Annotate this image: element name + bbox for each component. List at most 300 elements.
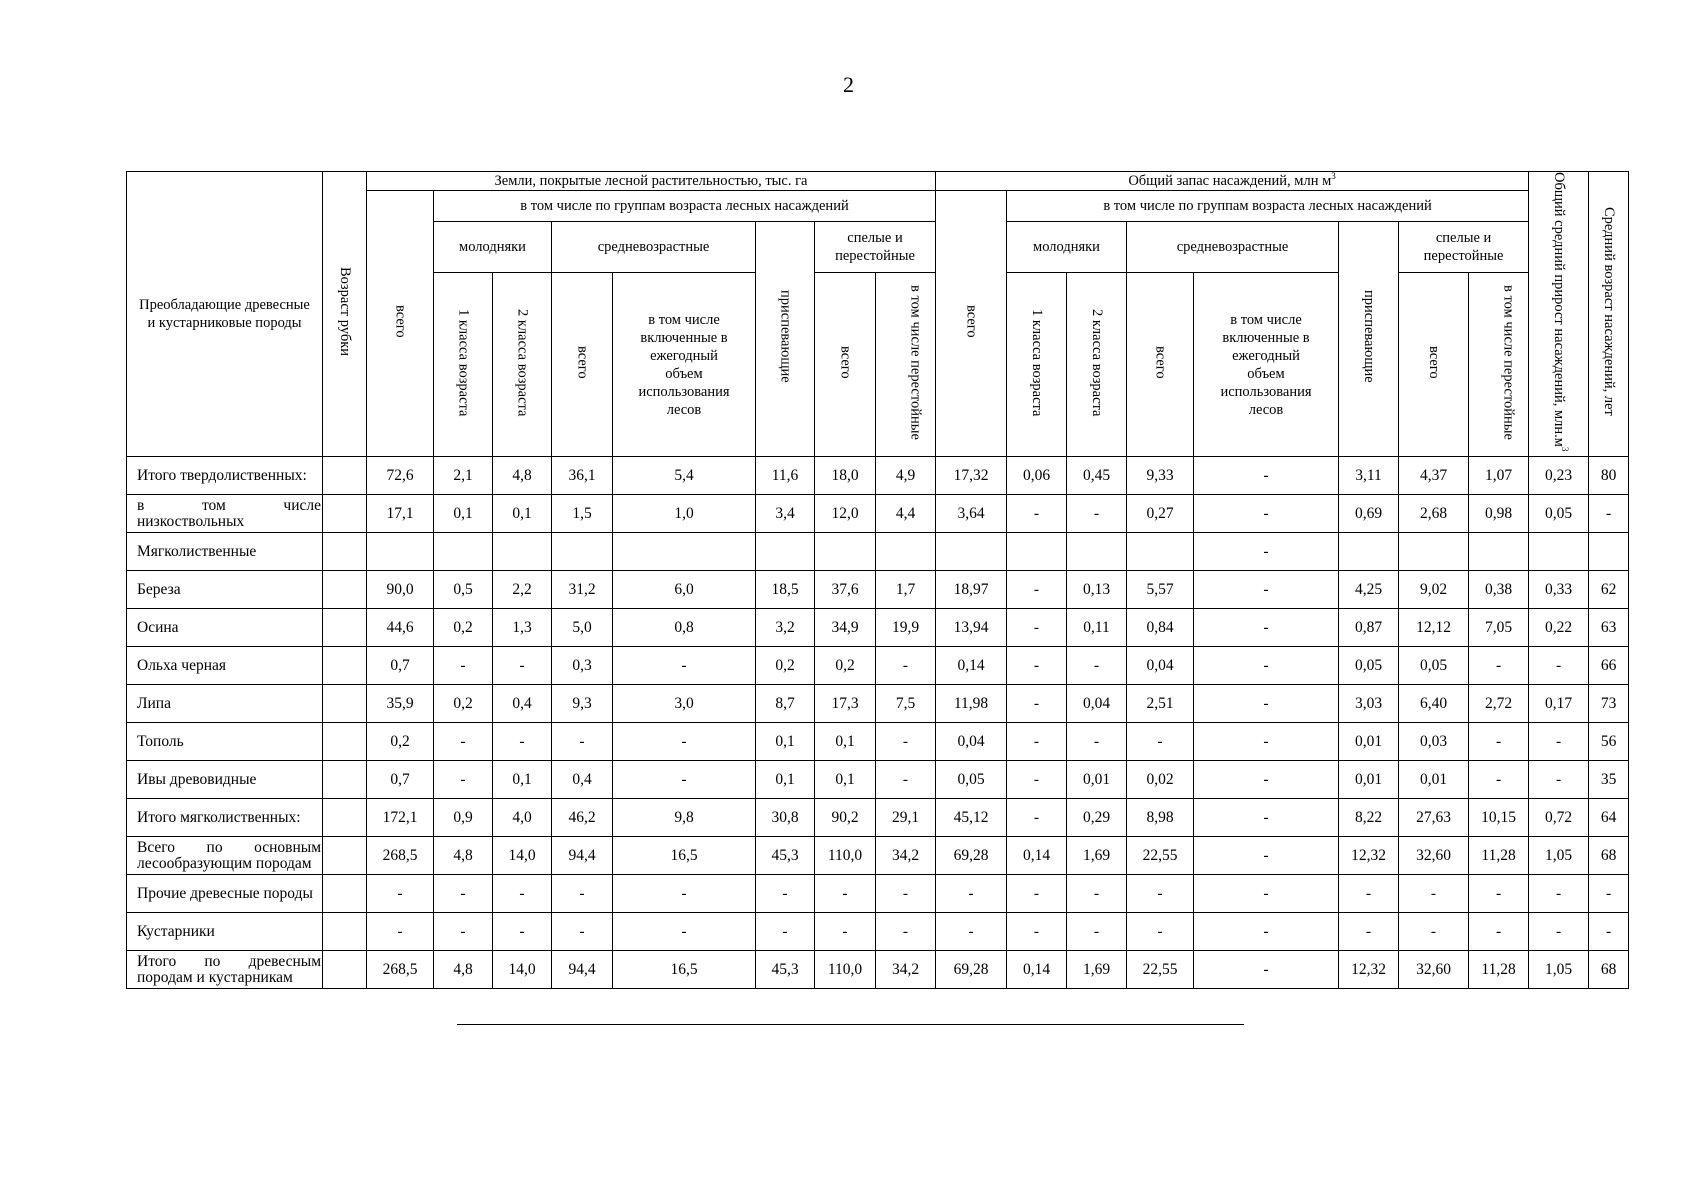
row-value-cell: 8,7 (756, 685, 815, 723)
row-value-cell: 2,2 (493, 571, 552, 609)
forest-table (126, 171, 1629, 989)
row-value-cell: 3,4 (756, 495, 815, 533)
row-value-cell: 29,1 (876, 799, 936, 837)
table-row (127, 647, 1629, 685)
header-avg-age: Средний возраст насаждений, лет (1589, 172, 1629, 457)
row-value-cell: - (936, 913, 1007, 951)
row-value-cell: 0,27 (1127, 495, 1194, 533)
row-value-cell: 14,0 (493, 951, 552, 989)
header-stock-ripening: приспевающие (1339, 221, 1399, 457)
table-row (127, 457, 1629, 495)
row-value-cell: - (1589, 495, 1629, 533)
header-area-mature-total: всего (815, 273, 876, 457)
table-row (127, 837, 1629, 875)
row-value-cell: 0,04 (1127, 647, 1194, 685)
row-value-cell: 0,2 (434, 609, 493, 647)
row-value-cell: 37,6 (815, 571, 876, 609)
row-species-name: Береза (127, 571, 323, 609)
row-value-cell: 12,32 (1339, 837, 1399, 875)
row-value-cell: - (552, 875, 613, 913)
row-value-cell: 35,9 (367, 685, 434, 723)
row-value-cell: 9,02 (1399, 571, 1469, 609)
header-felling-age: Возраст рубки (323, 172, 367, 457)
row-species-name: Мягколиственные (127, 533, 323, 571)
row-value-cell: 0,7 (367, 761, 434, 799)
row-value-cell: 19,9 (876, 609, 936, 647)
row-value-cell: 0,9 (434, 799, 493, 837)
row-value-cell: 3,2 (756, 609, 815, 647)
row-value-cell: 18,5 (756, 571, 815, 609)
row-value-cell: - (1194, 609, 1339, 647)
row-value-cell: 1,05 (1529, 951, 1589, 989)
row-value-cell: 0,23 (1529, 457, 1589, 495)
row-value-cell: 68 (1589, 951, 1629, 989)
row-value-cell: 7,5 (876, 685, 936, 723)
row-value-cell: 0,1 (493, 761, 552, 799)
row-value-cell: - (493, 723, 552, 761)
row-value-cell: 64 (1589, 799, 1629, 837)
row-value-cell: 0,98 (1469, 495, 1529, 533)
row-value-cell: 94,4 (552, 837, 613, 875)
row-value-cell: - (1067, 647, 1127, 685)
row-value-cell (1067, 533, 1127, 571)
footer-line (457, 1024, 1244, 1025)
row-value-cell: 6,40 (1399, 685, 1469, 723)
table-row (127, 495, 1629, 533)
row-value-cell: 8,98 (1127, 799, 1194, 837)
row-value-cell: - (367, 913, 434, 951)
row-value-cell: 0,4 (493, 685, 552, 723)
row-value-cell: 3,03 (1339, 685, 1399, 723)
row-value-cell: 32,60 (1399, 951, 1469, 989)
row-value-cell: 0,04 (1067, 685, 1127, 723)
row-value-cell: 27,63 (1399, 799, 1469, 837)
row-value-cell: 90,2 (815, 799, 876, 837)
row-value-cell: 0,2 (434, 685, 493, 723)
row-value-cell: 1,0 (613, 495, 756, 533)
row-felling-age-cell (323, 837, 367, 875)
row-value-cell: 0,11 (1067, 609, 1127, 647)
header-stock-mature-total: всего (1399, 273, 1469, 457)
row-value-cell (1339, 533, 1399, 571)
row-value-cell: 9,8 (613, 799, 756, 837)
row-value-cell: - (1469, 913, 1529, 951)
row-value-cell: - (876, 761, 936, 799)
row-felling-age-cell (323, 647, 367, 685)
row-value-cell: 0,1 (434, 495, 493, 533)
row-value-cell: - (1194, 571, 1339, 609)
row-value-cell: 11,28 (1469, 837, 1529, 875)
row-value-cell (1399, 533, 1469, 571)
row-value-cell: 1,07 (1469, 457, 1529, 495)
row-value-cell: - (815, 913, 876, 951)
row-value-cell: 0,22 (1529, 609, 1589, 647)
row-value-cell: 0,1 (756, 723, 815, 761)
row-species-name: Осина (127, 609, 323, 647)
row-value-cell: - (1339, 875, 1399, 913)
row-value-cell: - (1194, 457, 1339, 495)
row-value-cell: - (1007, 875, 1067, 913)
row-value-cell: 0,69 (1339, 495, 1399, 533)
row-value-cell: - (613, 913, 756, 951)
row-value-cell: 172,1 (367, 799, 434, 837)
row-value-cell: 18,97 (936, 571, 1007, 609)
row-value-cell: 0,1 (815, 761, 876, 799)
row-value-cell: 62 (1589, 571, 1629, 609)
row-value-cell: - (1067, 723, 1127, 761)
row-value-cell: 0,05 (1339, 647, 1399, 685)
row-value-cell: 11,6 (756, 457, 815, 495)
row-value-cell: - (1067, 875, 1127, 913)
header-area-young: молодняки (434, 221, 552, 273)
row-value-cell: 4,0 (493, 799, 552, 837)
header-stock-total: всего (936, 191, 1007, 457)
header-stock-age-groups: в том числе по группам возраста лесных насаждений (1007, 191, 1529, 222)
row-value-cell: 69,28 (936, 837, 1007, 875)
row-value-cell: - (1399, 875, 1469, 913)
row-value-cell: 3,11 (1339, 457, 1399, 495)
row-value-cell: 8,22 (1339, 799, 1399, 837)
row-value-cell: 0,5 (434, 571, 493, 609)
row-value-cell: - (1469, 875, 1529, 913)
row-value-cell: - (756, 913, 815, 951)
row-value-cell: 4,37 (1399, 457, 1469, 495)
row-value-cell: 0,14 (1007, 837, 1067, 875)
row-value-cell: 0,14 (1007, 951, 1067, 989)
header-stock-young: молодняки (1007, 221, 1127, 273)
row-value-cell: 0,1 (815, 723, 876, 761)
table-row (127, 609, 1629, 647)
row-value-cell: 17,1 (367, 495, 434, 533)
row-value-cell: - (613, 761, 756, 799)
row-value-cell: 6,0 (613, 571, 756, 609)
row-felling-age-cell (323, 913, 367, 951)
row-value-cell: 45,3 (756, 837, 815, 875)
row-value-cell: 0,87 (1339, 609, 1399, 647)
row-value-cell: 110,0 (815, 837, 876, 875)
header-area-overmature: в том числе перестойные (876, 273, 936, 457)
row-value-cell: 0,1 (493, 495, 552, 533)
row-species-name: Итого по древесным породам и кустарникам (127, 951, 323, 989)
row-value-cell: - (493, 875, 552, 913)
row-value-cell: 0,2 (367, 723, 434, 761)
row-value-cell: - (1194, 761, 1339, 799)
header-stock-class1: 1 класса возраста (1007, 273, 1067, 457)
row-value-cell: 13,94 (936, 609, 1007, 647)
header-stock-middle-annual: в том числе включенные в ежегодный объем использования лесов (1194, 273, 1339, 457)
row-felling-age-cell (323, 761, 367, 799)
row-value-cell: 56 (1589, 723, 1629, 761)
row-value-cell: - (434, 647, 493, 685)
row-species-name: Всего по основным лесообразующим породам (127, 837, 323, 875)
row-felling-age-cell (323, 799, 367, 837)
row-value-cell: - (1529, 761, 1589, 799)
row-value-cell: - (367, 875, 434, 913)
row-species-name: Итого твердолиственных: (127, 457, 323, 495)
row-value-cell: 45,12 (936, 799, 1007, 837)
row-value-cell: 17,3 (815, 685, 876, 723)
row-value-cell: 0,3 (552, 647, 613, 685)
row-value-cell: 80 (1589, 457, 1629, 495)
row-value-cell: - (876, 647, 936, 685)
row-value-cell: - (1007, 685, 1067, 723)
row-value-cell: 73 (1589, 685, 1629, 723)
row-value-cell: 0,2 (756, 647, 815, 685)
row-value-cell: 32,60 (1399, 837, 1469, 875)
row-value-cell: - (552, 913, 613, 951)
row-value-cell: 3,64 (936, 495, 1007, 533)
header-area-middle: средневозрастные (552, 221, 756, 273)
row-value-cell (613, 533, 756, 571)
row-value-cell (552, 533, 613, 571)
row-value-cell: 4,8 (493, 457, 552, 495)
row-value-cell: 0,05 (936, 761, 1007, 799)
row-value-cell: - (1529, 875, 1589, 913)
row-value-cell: 34,2 (876, 837, 936, 875)
row-value-cell: 17,32 (936, 457, 1007, 495)
row-value-cell: 34,2 (876, 951, 936, 989)
row-value-cell: - (434, 723, 493, 761)
row-value-cell: 12,0 (815, 495, 876, 533)
table-row (127, 533, 1629, 571)
row-value-cell: 9,33 (1127, 457, 1194, 495)
row-value-cell: 0,13 (1067, 571, 1127, 609)
row-value-cell: 4,4 (876, 495, 936, 533)
row-value-cell (815, 533, 876, 571)
row-value-cell: 69,28 (936, 951, 1007, 989)
row-value-cell: 46,2 (552, 799, 613, 837)
row-value-cell: 1,69 (1067, 951, 1127, 989)
header-area-class2: 2 класса возраста (493, 273, 552, 457)
row-value-cell: 4,9 (876, 457, 936, 495)
row-value-cell: 2,68 (1399, 495, 1469, 533)
header-area-middle-total: всего (552, 273, 613, 457)
row-felling-age-cell (323, 609, 367, 647)
row-value-cell: 2,1 (434, 457, 493, 495)
row-value-cell: 10,15 (1469, 799, 1529, 837)
row-value-cell: - (815, 875, 876, 913)
row-value-cell: - (493, 913, 552, 951)
row-value-cell: 0,03 (1399, 723, 1469, 761)
row-value-cell: - (1469, 647, 1529, 685)
row-value-cell: 9,3 (552, 685, 613, 723)
table-row (127, 875, 1629, 913)
row-value-cell: - (1194, 951, 1339, 989)
row-value-cell: 0,04 (936, 723, 1007, 761)
row-value-cell: 66 (1589, 647, 1629, 685)
page-number: 2 (843, 72, 854, 97)
row-value-cell: 0,02 (1127, 761, 1194, 799)
row-species-name: Прочие древесные породы (127, 875, 323, 913)
table-body (127, 457, 1629, 989)
row-value-cell: 16,5 (613, 837, 756, 875)
row-value-cell: 5,4 (613, 457, 756, 495)
row-value-cell: 0,72 (1529, 799, 1589, 837)
row-value-cell: 72,6 (367, 457, 434, 495)
row-value-cell: - (1127, 913, 1194, 951)
row-value-cell: 0,7 (367, 647, 434, 685)
header-area-class1: 1 класса возраста (434, 273, 493, 457)
row-value-cell: 7,05 (1469, 609, 1529, 647)
table-row (127, 799, 1629, 837)
header-area-middle-annual: в том числе включенные в ежегодный объем использования лесов (613, 273, 756, 457)
header-growth: Общий средний прирост насаждений, $млн.м^3$ (1529, 172, 1589, 457)
row-species-name: Кустарники (127, 913, 323, 951)
row-felling-age-cell (323, 875, 367, 913)
row-value-cell: 4,8 (434, 951, 493, 989)
row-value-cell (1529, 533, 1589, 571)
row-value-cell: - (613, 647, 756, 685)
table-row (127, 723, 1629, 761)
row-value-cell: - (434, 913, 493, 951)
row-value-cell: - (1007, 571, 1067, 609)
row-value-cell: 5,0 (552, 609, 613, 647)
row-species-name: Ольха черная (127, 647, 323, 685)
row-felling-age-cell (323, 533, 367, 571)
row-value-cell (1127, 533, 1194, 571)
header-stock-middle: средневозрастные (1127, 221, 1339, 273)
row-value-cell: 12,12 (1399, 609, 1469, 647)
row-value-cell: 1,7 (876, 571, 936, 609)
row-value-cell: 12,32 (1339, 951, 1399, 989)
row-value-cell: - (1007, 913, 1067, 951)
row-value-cell: 0,1 (756, 761, 815, 799)
row-value-cell: 0,29 (1067, 799, 1127, 837)
row-value-cell: 16,5 (613, 951, 756, 989)
row-value-cell: 0,8 (613, 609, 756, 647)
row-value-cell: - (1194, 495, 1339, 533)
header-stock-class2: 2 класса возраста (1067, 273, 1127, 457)
row-species-name: Ивы древовидные (127, 761, 323, 799)
row-value-cell: - (1067, 913, 1127, 951)
header-stock-overmature: в том числе перестойные (1469, 273, 1529, 457)
row-value-cell: - (1194, 875, 1339, 913)
table-row (127, 951, 1629, 989)
row-value-cell (1589, 533, 1629, 571)
table-row (127, 685, 1629, 723)
row-value-cell: 0,45 (1067, 457, 1127, 495)
row-value-cell: 3,0 (613, 685, 756, 723)
row-value-cell: 14,0 (493, 837, 552, 875)
header-area-mature: спелые и перестойные (815, 221, 936, 273)
header-stock-mature: спелые и перестойные (1399, 221, 1529, 273)
row-value-cell: - (876, 723, 936, 761)
row-value-cell: - (1469, 761, 1529, 799)
row-value-cell: 22,55 (1127, 837, 1194, 875)
row-value-cell: - (1194, 913, 1339, 951)
row-value-cell: - (1529, 723, 1589, 761)
table-header (127, 172, 1629, 457)
row-value-cell: - (1194, 647, 1339, 685)
row-value-cell: 0,38 (1469, 571, 1529, 609)
row-value-cell: 2,51 (1127, 685, 1194, 723)
table-row (127, 761, 1629, 799)
row-value-cell: - (1007, 647, 1067, 685)
row-value-cell: 1,5 (552, 495, 613, 533)
row-value-cell (756, 533, 815, 571)
row-value-cell: - (493, 647, 552, 685)
row-value-cell: 4,25 (1339, 571, 1399, 609)
row-species-name: в том числе низкоствольных (127, 495, 323, 533)
row-value-cell (936, 533, 1007, 571)
row-value-cell: 94,4 (552, 951, 613, 989)
row-value-cell: 0,14 (936, 647, 1007, 685)
row-felling-age-cell (323, 951, 367, 989)
header-area-total: всего (367, 191, 434, 457)
header-species: Преобладающие древесные и кустарниковые породы (127, 172, 323, 457)
row-value-cell (1007, 533, 1067, 571)
row-value-cell: 30,8 (756, 799, 815, 837)
row-species-name: Тополь (127, 723, 323, 761)
row-value-cell: - (1529, 647, 1589, 685)
row-felling-age-cell (323, 685, 367, 723)
row-felling-age-cell (323, 457, 367, 495)
row-value-cell: - (756, 875, 815, 913)
row-value-cell: - (613, 723, 756, 761)
row-value-cell: 63 (1589, 609, 1629, 647)
row-value-cell: 1,69 (1067, 837, 1127, 875)
row-value-cell: - (1067, 495, 1127, 533)
row-value-cell (876, 533, 936, 571)
row-species-name: Липа (127, 685, 323, 723)
row-value-cell: - (1194, 685, 1339, 723)
row-species-name: Итого мягколиственных: (127, 799, 323, 837)
row-value-cell: 45,3 (756, 951, 815, 989)
row-value-cell: - (1007, 799, 1067, 837)
row-value-cell (367, 533, 434, 571)
row-value-cell: 0,17 (1529, 685, 1589, 723)
row-value-cell: - (552, 723, 613, 761)
row-value-cell: 11,28 (1469, 951, 1529, 989)
row-value-cell: 90,0 (367, 571, 434, 609)
row-value-cell (493, 533, 552, 571)
row-value-cell: 1,05 (1529, 837, 1589, 875)
row-value-cell: - (876, 875, 936, 913)
row-value-cell: - (1589, 913, 1629, 951)
row-value-cell: - (1007, 723, 1067, 761)
row-value-cell: 34,9 (815, 609, 876, 647)
row-value-cell: 0,33 (1529, 571, 1589, 609)
row-value-cell: - (434, 761, 493, 799)
row-value-cell (434, 533, 493, 571)
row-value-cell: 0,4 (552, 761, 613, 799)
row-value-cell (1469, 533, 1529, 571)
header-stock-group: Общий запас насаждений, млн $м^3$ (936, 172, 1529, 191)
row-value-cell: 0,01 (1399, 761, 1469, 799)
row-value-cell: 0,01 (1339, 761, 1399, 799)
row-value-cell: - (1399, 913, 1469, 951)
row-value-cell: - (1007, 495, 1067, 533)
row-value-cell: 22,55 (1127, 951, 1194, 989)
row-value-cell: 5,57 (1127, 571, 1194, 609)
row-value-cell: 0,2 (815, 647, 876, 685)
row-value-cell: 68 (1589, 837, 1629, 875)
header-area-age-groups: в том числе по группам возраста лесных насаждений (434, 191, 936, 222)
row-felling-age-cell (323, 723, 367, 761)
row-value-cell: 11,98 (936, 685, 1007, 723)
row-value-cell: 268,5 (367, 837, 434, 875)
row-value-cell: - (1469, 723, 1529, 761)
row-value-cell: - (1007, 761, 1067, 799)
row-value-cell: 0,05 (1399, 647, 1469, 685)
row-value-cell: 268,5 (367, 951, 434, 989)
row-value-cell: - (1127, 875, 1194, 913)
row-felling-age-cell (323, 571, 367, 609)
row-value-cell: 18,0 (815, 457, 876, 495)
row-value-cell: 35 (1589, 761, 1629, 799)
row-value-cell: - (1194, 723, 1339, 761)
row-value-cell: - (613, 875, 756, 913)
